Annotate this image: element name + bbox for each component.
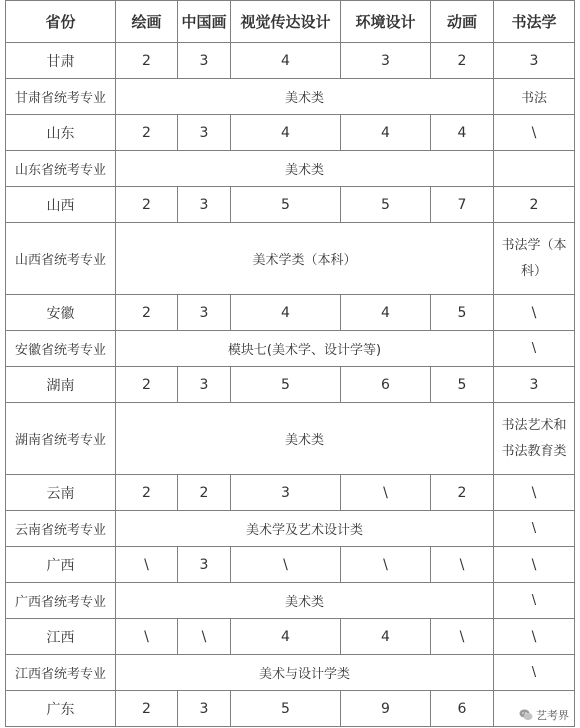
cell-visual-communication: 5	[231, 691, 341, 727]
exam-category-row	[6, 223, 575, 295]
exam-category-calligraphy: \	[494, 511, 575, 547]
cell-environment-design: 3	[341, 43, 431, 79]
cell-environment-design: 4	[341, 295, 431, 331]
cell-visual-communication: 4	[231, 295, 341, 331]
exam-category-label: 云南省统考专业	[6, 511, 116, 547]
cell-province: 山东	[6, 115, 116, 151]
cell-chinese-painting: 3	[178, 115, 231, 151]
cell-painting: \	[116, 619, 178, 655]
cell-painting: 2	[116, 43, 178, 79]
cell-animation: \	[431, 619, 494, 655]
cell-province: 甘肃	[6, 43, 116, 79]
cell-animation: 4	[431, 115, 494, 151]
exam-category-row	[6, 655, 575, 691]
table-row	[6, 115, 575, 151]
cell-chinese-painting: 3	[178, 691, 231, 727]
cell-province: 广东	[6, 691, 116, 727]
exam-category-main: 美术类	[116, 151, 494, 187]
table-row	[6, 547, 575, 583]
cell-chinese-painting: \	[178, 619, 231, 655]
exam-category-main: 模块七(美术学、设计学等)	[116, 331, 494, 367]
exam-category-row	[6, 511, 575, 547]
exam-category-calligraphy: \	[494, 655, 575, 691]
cell-painting: 2	[116, 115, 178, 151]
cell-environment-design: \	[341, 547, 431, 583]
cell-animation: 7	[431, 187, 494, 223]
exam-category-calligraphy	[494, 151, 575, 187]
cell-environment-design: 6	[341, 367, 431, 403]
cell-calligraphy: \	[494, 115, 575, 151]
cell-visual-communication: 3	[231, 475, 341, 511]
cell-calligraphy: 3	[494, 43, 575, 79]
cell-visual-communication: 4	[231, 619, 341, 655]
watermark-text: 艺考界	[536, 709, 569, 722]
cell-environment-design: \	[341, 475, 431, 511]
watermark	[516, 706, 572, 724]
cell-animation: 2	[431, 475, 494, 511]
exam-category-calligraphy: \	[494, 583, 575, 619]
cell-chinese-painting: 3	[178, 547, 231, 583]
cell-province: 湖南	[6, 367, 116, 403]
cell-province: 广西	[6, 547, 116, 583]
exam-category-row	[6, 403, 575, 475]
exam-category-label: 江西省统考专业	[6, 655, 116, 691]
cell-animation: 5	[431, 367, 494, 403]
table-row	[6, 367, 575, 403]
exam-category-main: 美术类	[116, 79, 494, 115]
exam-category-calligraphy: 书法	[494, 79, 575, 115]
cell-calligraphy: \	[494, 547, 575, 583]
cell-province: 安徽	[6, 295, 116, 331]
exam-category-main: 美术学及艺术设计类	[116, 511, 494, 547]
cell-painting: 2	[116, 691, 178, 727]
cell-painting: \	[116, 547, 178, 583]
cell-province: 山西	[6, 187, 116, 223]
cell-visual-communication: \	[231, 547, 341, 583]
cell-chinese-painting: 3	[178, 295, 231, 331]
cell-painting: 2	[116, 295, 178, 331]
exam-category-row	[6, 583, 575, 619]
wechat-icon	[519, 708, 533, 722]
table-row	[6, 43, 575, 79]
exam-category-label: 山东省统考专业	[6, 151, 116, 187]
cell-visual-communication: 4	[231, 115, 341, 151]
cell-calligraphy: 3	[494, 367, 575, 403]
header-row	[6, 1, 575, 43]
cell-environment-design: 9	[341, 691, 431, 727]
cell-chinese-painting: 3	[178, 187, 231, 223]
cell-calligraphy: \	[494, 295, 575, 331]
cell-environment-design: 5	[341, 187, 431, 223]
exam-category-main: 美术学类（本科）	[116, 223, 494, 295]
cell-visual-communication: 4	[231, 43, 341, 79]
exam-category-main: 美术与设计学类	[116, 655, 494, 691]
cell-visual-communication: 5	[231, 367, 341, 403]
exam-category-row	[6, 79, 575, 115]
exam-category-main: 美术类	[116, 583, 494, 619]
cell-calligraphy: \	[494, 619, 575, 655]
exam-category-label: 广西省统考专业	[6, 583, 116, 619]
cell-chinese-painting: 3	[178, 43, 231, 79]
exam-category-main: 美术类	[116, 403, 494, 475]
cell-environment-design: 4	[341, 619, 431, 655]
cell-province: 云南	[6, 475, 116, 511]
cell-visual-communication: 5	[231, 187, 341, 223]
cell-animation: 6	[431, 691, 494, 727]
table-row	[6, 619, 575, 655]
cell-environment-design: 4	[341, 115, 431, 151]
cell-animation: \	[431, 547, 494, 583]
exam-category-calligraphy: \	[494, 331, 575, 367]
cell-animation: 5	[431, 295, 494, 331]
cell-chinese-painting: 3	[178, 367, 231, 403]
header-chinese-painting: 中国画	[178, 1, 231, 43]
table-row	[6, 187, 575, 223]
exam-category-row	[6, 151, 575, 187]
cell-animation: 2	[431, 43, 494, 79]
exam-category-label: 甘肃省统考专业	[6, 79, 116, 115]
header-animation: 动画	[431, 1, 494, 43]
table-row	[6, 691, 575, 727]
exam-category-label: 湖南省统考专业	[6, 403, 116, 475]
exam-category-calligraphy: 书法艺术和书法教育类	[494, 403, 575, 475]
table-row	[6, 475, 575, 511]
exam-category-calligraphy: 书法学（本科）	[494, 223, 575, 295]
cell-painting: 2	[116, 475, 178, 511]
header-calligraphy: 书法学	[494, 1, 575, 43]
province-score-table	[5, 0, 575, 727]
cell-painting: 2	[116, 367, 178, 403]
table-row	[6, 295, 575, 331]
cell-calligraphy: \	[494, 475, 575, 511]
cell-painting: 2	[116, 187, 178, 223]
header-environment-design: 环境设计	[341, 1, 431, 43]
cell-province: 江西	[6, 619, 116, 655]
header-painting: 绘画	[116, 1, 178, 43]
cell-calligraphy: 2	[494, 187, 575, 223]
cell-chinese-painting: 2	[178, 475, 231, 511]
header-province: 省份	[6, 1, 116, 43]
exam-category-row	[6, 331, 575, 367]
header-visual-communication: 视觉传达设计	[231, 1, 341, 43]
exam-category-label: 安徽省统考专业	[6, 331, 116, 367]
exam-category-label: 山西省统考专业	[6, 223, 116, 295]
